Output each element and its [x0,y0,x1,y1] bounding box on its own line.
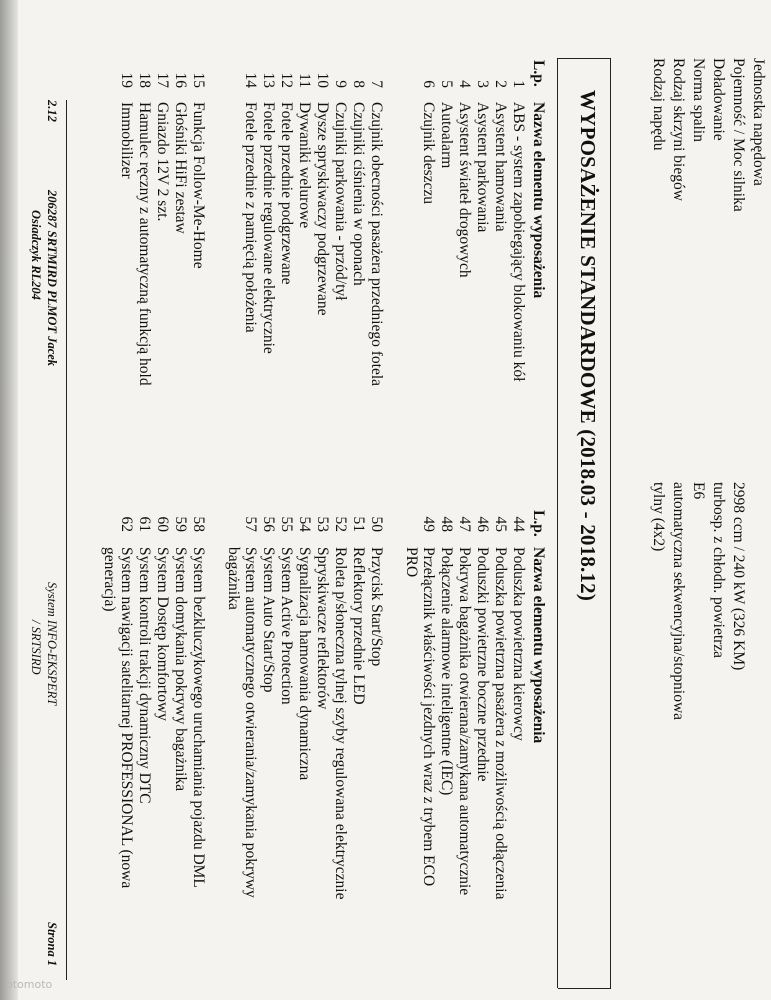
section-frame-left [558,58,611,59]
item-number: 14 [242,72,259,88]
item-number: 7 [368,80,385,88]
spec-label: Rodzaj skrzyni biegów [670,58,687,201]
item-name: PRO [403,547,420,578]
item-name: System bezkluczykowego uruchamiania pojazdu DML [190,547,207,888]
item-number: 52 [332,516,349,532]
spec-label: Jednostka napędowa [750,58,767,186]
item-name: System Active Protection [278,547,295,705]
item-number: 11 [296,73,313,88]
right-name-header: Nazwa elementu wyposażenia [530,547,547,744]
item-name: Fotele przednie z pamięcią położenia [242,102,259,333]
item-name: System Auto Start/Stop [260,547,277,693]
item-name: Czujniki parkowania - przód/tył [332,102,349,301]
item-number: 44 [510,516,527,532]
item-name: generacja) [101,547,118,612]
item-number: 2 [492,80,509,88]
item-number: 46 [474,516,491,532]
item-number: 58 [190,516,207,532]
item-number: 1 [510,80,527,88]
item-number: 13 [260,72,277,88]
item-name: bagażnika [225,547,242,610]
item-name: Reflektory przednie LED [350,547,367,705]
item-name: System domykania pokrywy bagażnika [172,547,189,792]
item-number: 45 [492,516,509,532]
item-number: 48 [438,516,455,532]
item-number: 50 [368,516,385,532]
item-name: Asystent hamowania [492,102,509,232]
spec-value: 2998 ccm / 240 kW (326 KM) [730,482,747,671]
item-number: 6 [420,80,437,88]
item-number: 18 [136,72,153,88]
footer-code-line1: 206287 SRTMIRD PLMOT Jacek [45,190,59,367]
item-number: 57 [242,516,259,532]
item-number: 54 [296,516,313,532]
item-name: Hamulec ręczny z automatyczną funkcją hold [136,102,153,386]
item-number: 15 [190,72,207,88]
spec-label: Norma spalin [690,58,707,142]
item-number: 47 [456,516,473,532]
footer-code-line2: Osiadczyk RL204 [29,210,43,300]
spec-label: Rodzaj napędu [650,58,667,151]
section-frame-top [610,58,611,988]
item-name: Poduszki powietrzne boczne przednie [474,547,491,782]
item-name: Przełącznik właściwości jezdnych wraz z trybem ECO [420,547,437,887]
left-name-header: Nazwa elementu wyposażenia [530,102,547,299]
item-number: 4 [456,80,473,88]
spec-label: Doładowanie [710,58,727,141]
section-frame-bottom [557,58,558,988]
item-name: System Dostęp komfortowy [154,547,171,721]
item-number: 8 [350,80,367,88]
footer-system-line2: / SRTSIRD [29,620,43,675]
item-number: 61 [136,516,153,532]
item-name: Czujniki ciśnienia w oponach [350,102,367,286]
item-number: 12 [278,72,295,88]
footer-rule [66,100,67,980]
item-name: Przycisk Start/Stop [368,547,385,667]
item-number: 16 [172,72,189,88]
item-number: 3 [474,80,491,88]
item-name: Poduszka powietrzna pasażera z możliwością odłączenia [492,547,509,900]
item-name: Fotele przednie podgrzewane [278,102,295,285]
item-number: 49 [420,516,437,532]
item-number: 53 [314,516,331,532]
spec-value: automatyczna sekwencyjna/stopniowa [670,482,687,721]
item-number: 9 [332,80,349,88]
item-number: 5 [438,80,455,88]
item-name: System kontroli trakcji dynamiczny DTC [136,547,153,804]
spec-value: turbosp. z chłodn. powietrza [710,482,727,659]
item-name: System nawigacji satelitarnej PROFESSIONAL (nowa [118,547,135,889]
item-name: Asystent parkowania [474,102,491,233]
item-number: 59 [172,516,189,532]
item-name: Dysze spryskiwaczy podgrzewane [314,102,331,316]
item-number: 51 [350,516,367,532]
item-name: Połączenie alarmowe inteligentne (IEC) [438,547,455,796]
item-number: 55 [278,516,295,532]
footer-page-number: Strona 1 [45,922,59,967]
item-number: 10 [314,72,331,88]
item-name: Dywaniki welurowe [296,102,313,229]
item-name: Roleta p/słoneczna tylnej szyby regulowana elektrycznie [332,547,349,900]
footer-version: 2.12 [45,100,59,122]
item-number: 56 [260,516,277,532]
item-name: Sygnalizacja hamowania dynamiczna [296,547,313,781]
footer-system-line1: System INFO-EKSPERT [45,582,59,706]
item-name: ABS - system zapobiegający blokowaniu kół [510,102,527,382]
section-title: WYPOSAŻENIE STANDARDOWE (2018.03 - 2018.12) [576,90,600,602]
item-name: Czujnik obecności pasażera przedniego fotela [368,102,385,387]
item-name: Funkcja Follow-Me-Home [190,102,207,269]
item-name: Głośniki HiFi zestaw [172,102,189,234]
item-name: Spryskiwacze reflektorów [314,547,331,710]
item-number: 62 [118,516,135,532]
spec-value: E6 [690,482,707,500]
item-number: 17 [154,72,171,88]
item-name: System automatycznego otwierania/zamykania pokrywy [242,547,259,898]
watermark-text: otomoto [6,978,53,991]
item-name: Gniazdo 12V 2 szt. [154,102,171,222]
item-name: Immobilizer [118,102,135,179]
item-number: 19 [118,72,135,88]
spec-label: Pojemność / Moc silnika [730,58,747,212]
item-name: Pokrywa bagażnika otwierana/zamykana automatycznie [456,547,473,896]
item-name: Fotele przednie regulowane elektrycznie [260,102,277,354]
item-name: Autoalarm [438,102,455,169]
spec-value: tylny (4x2) [650,482,667,552]
left-lp-header: L.p. [530,60,547,87]
item-name: Poduszka powietrzna kierowcy [510,547,527,741]
item-name: Czujnik deszczu [420,102,437,205]
item-number: 60 [154,516,171,532]
item-name: Asystent świateł drogowych [456,102,473,278]
right-lp-header: L.p. [530,510,547,537]
section-frame-right [558,988,611,989]
